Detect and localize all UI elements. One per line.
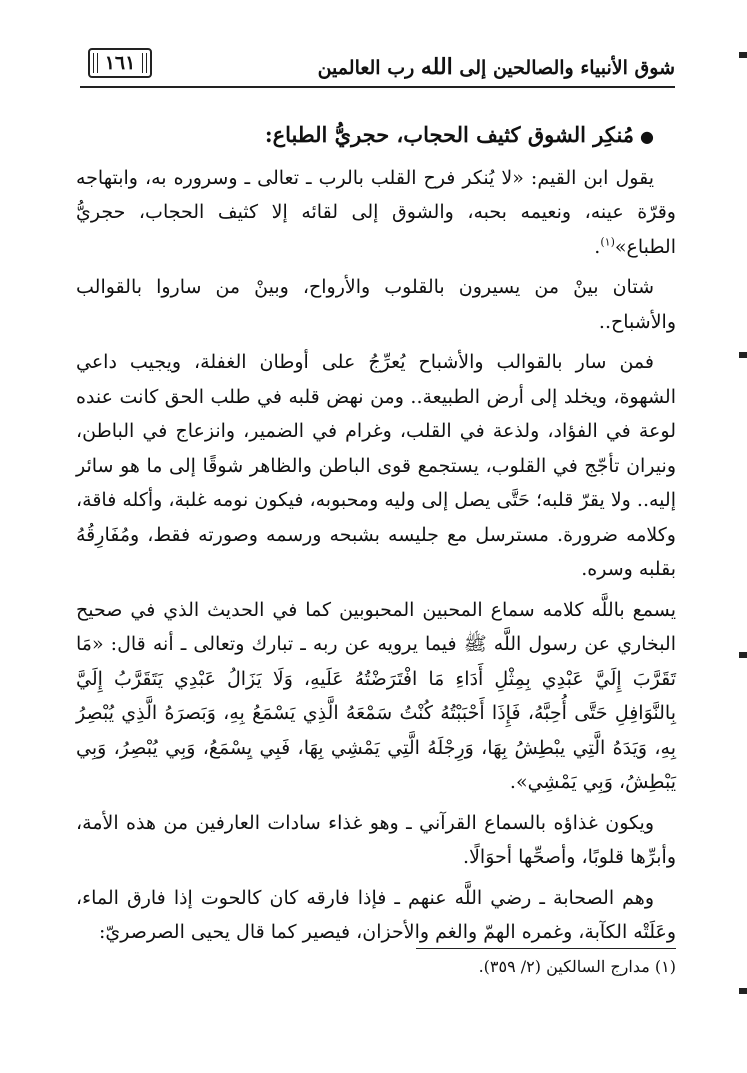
page-edge-mark bbox=[739, 52, 747, 58]
page-edge-mark bbox=[739, 652, 747, 658]
page-edge-mark bbox=[739, 352, 747, 358]
page-number bbox=[88, 48, 152, 78]
page-header bbox=[80, 40, 675, 88]
section-heading bbox=[76, 118, 676, 155]
paragraph-travellers: شتان بينْ من يسيرون بالقلوب والأرواح، وبينْ من ساروا بالقوالب والأشباح.. bbox=[76, 276, 676, 333]
paragraph-heedless: فمن سار بالقوالب والأشباح يُعرِّجُ على أوطان الغفلة، ويجيب داعي الشهوة، ويخلد إلى أرض الطبيعة.. ومن نهض قلبه في طلب الحق كانت عنده لوعة في الفؤاد، ولذعة في القلب، وغرام في الضمير، وانزعاج في الباطن، ونيران تأجّج في القلوب، يستجمع قوى الباطن والظاهر شوقًا إلى ما هو سائر إليه.. ولا يقرّ قلبه؛ حَتَّى يصل إلى وليه ومحبوبه، فيكون نومه غلبة، وأكله فاقة، وكلامه ضرورة. مسترسل مع جليسه بشبحه ورسمه وصورته فقط، ومُفَارِقُهُ بقلبه وسره. bbox=[76, 351, 676, 580]
page-number-text: ١٦١ bbox=[104, 52, 136, 74]
page-body bbox=[76, 118, 676, 956]
paragraph-quranic-listening: ويكون غذاؤه بالسماع القرآني ـ وهو غذاء سادات العارفين من هذه الأمة، وأبرِّها قلوبًا، وأصحِّها أحوَالًا. bbox=[76, 811, 676, 868]
page-edge-mark bbox=[739, 988, 747, 994]
allah-calligraphy: الله bbox=[420, 54, 453, 80]
footnote-reference[interactable]: (١) bbox=[600, 235, 615, 249]
paragraph-hadith: يسمع باللَّه كلامه سماع المحبين المحبوبين كما في الحديث الذي في صحيح البخاري عن رسول اللَّه ﷺ فيما يرويه عن ربه ـ تبارك وتعالى ـ أنه قال: «مَا تَقَرَّبَ إِلَيَّ عَبْدِي بِمِثْلِ أَدَاءِ مَا افْتَرَضْتُهُ عَلَيهِ، وَلَا يَزَالُ عَبْدِي يَتَقَرَّبُ إِلَيَّ بِالنَّوَافِلِ حَتَّى أُحِبَّهُ، فَإِذَا أَحْبَبْتُهُ كُنْتُ سَمْعَهُ الَّذِي يَسْمَعُ بِهِ، وَبَصرَهُ الَّذِي يُبْصِرُ بِهِ، وَيَدَهُ الَّتِي يبْطِشُ بِهَا، وَرِجْلَهُ الَّتِي يَمْشِي بِهَا، فَبِي يِسْمَعُ، وَبِي يُبْصِرُ، وَبِي يَبْطِشُ، وَبِي يَمْشِي». bbox=[76, 598, 676, 793]
paragraph-companions: وهم الصحابة ـ رضي اللَّه عنهم ـ فإذا فارقه كان كالحوت إذا فارق الماء، وعَلَتْه الكآبة، وغمره الهمّ والغم والأحزان، فيصير كما قال يحيى الصرصريّ: bbox=[76, 886, 676, 943]
section-heading-text: مُنكِر الشوق كثيف الحجاب، حجريُّ الطباع: bbox=[264, 122, 635, 147]
footnote: (١) مدارج السالكين (٢/ ٣٥٩). bbox=[478, 957, 676, 976]
running-title-part-2: رب العالمين bbox=[317, 57, 415, 79]
footnote-divider bbox=[416, 948, 676, 949]
paragraph-text: يقول ابن القيم: «لا يُنكر فرح القلب بالرب ـ تعالى ـ وسروره به، وابتهاجه وقرّة عينه، ونعيمه بحبه، والشوق إلى لقائه إلا كثيف الحجاب، حجريُّ الطباع» bbox=[76, 166, 676, 258]
bullet-icon: ● bbox=[640, 127, 654, 146]
running-title bbox=[318, 54, 675, 80]
running-title-part-1: شوق الأنبياء والصالحين إلى bbox=[459, 57, 675, 79]
paragraph-ibn-qayyim-quote: يقول ابن القيم: «لا يُنكر فرح القلب بالرب ـ تعالى ـ وسروره به، وابتهاجه وقرّة عينه، ونعيمه بحبه، والشوق إلى لقائه إلا كثيف الحجاب، حجريُّ الطباع»$^{(١)}$. bbox=[76, 166, 676, 258]
